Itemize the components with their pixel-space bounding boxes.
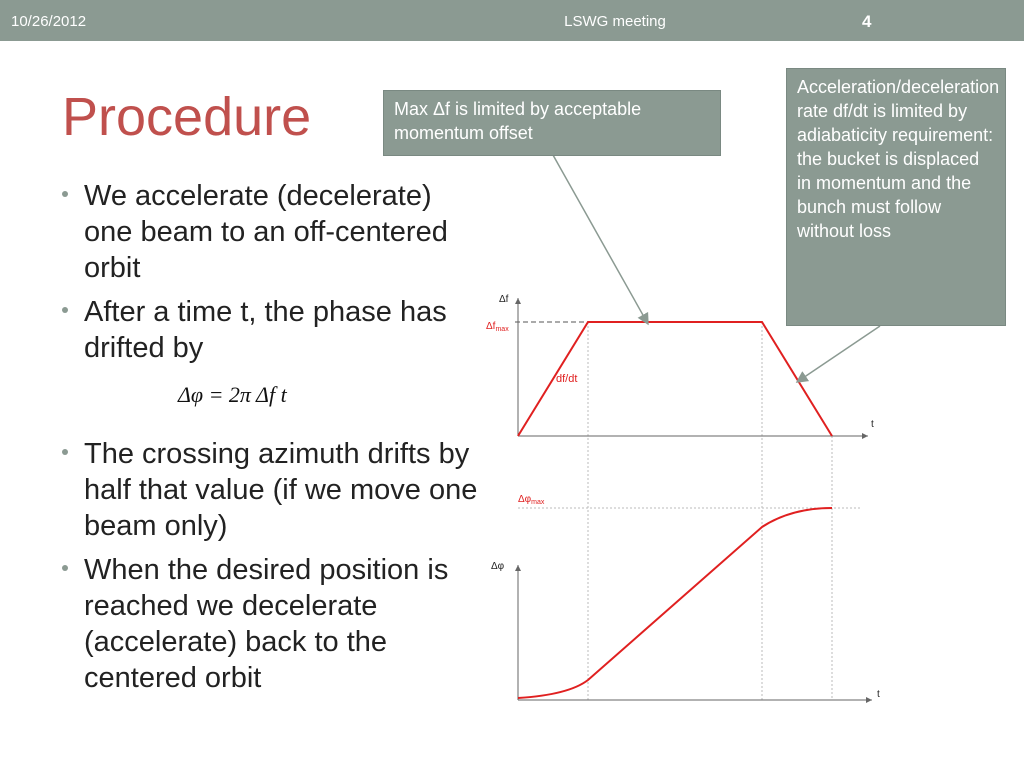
top-y-label: Δf: [499, 294, 509, 305]
slide-date: 10/26/2012: [11, 13, 87, 30]
meeting-name: LSWG meeting: [564, 13, 666, 30]
bottom-y-label: Δφ: [491, 561, 505, 572]
delta-phi-curve: [518, 508, 832, 698]
bullet-text: The crossing azimuth drifts by half that value (if we move one beam only): [84, 438, 478, 542]
callout1-arrow: [553, 155, 648, 324]
callout2-arrow: [797, 326, 880, 382]
slope-label: df/dt: [556, 373, 578, 385]
top-t-label: t: [871, 419, 874, 430]
phase-formula: Δφ = 2π Δf t: [178, 382, 287, 407]
dfmax-label: $\Delta f_{max}$: [486, 321, 509, 333]
page-number: 4: [862, 12, 872, 31]
bullet-text: When the desired position is reached we decelerate (accelerate) back to the centered orbit: [84, 554, 449, 694]
bullet-text: After a time t, the phase has drifted by: [84, 296, 447, 364]
bullet-text: We accelerate (decelerate) one beam to an off-centered orbit: [84, 180, 448, 284]
bottom-t-label: t: [877, 689, 880, 700]
dphimax-label: $\Delta\varphi_{max}$: [518, 494, 545, 506]
callout-max-df: Max Δf is limited by acceptable momentum offset: [383, 90, 721, 156]
callout-rate: Acceleration/deceleration rate df/dt is limited by adiabaticity requirement: the bucket is displaced in momentum and the bunch must follow without loss: [786, 68, 1006, 326]
slide-title: Procedure: [62, 87, 312, 147]
